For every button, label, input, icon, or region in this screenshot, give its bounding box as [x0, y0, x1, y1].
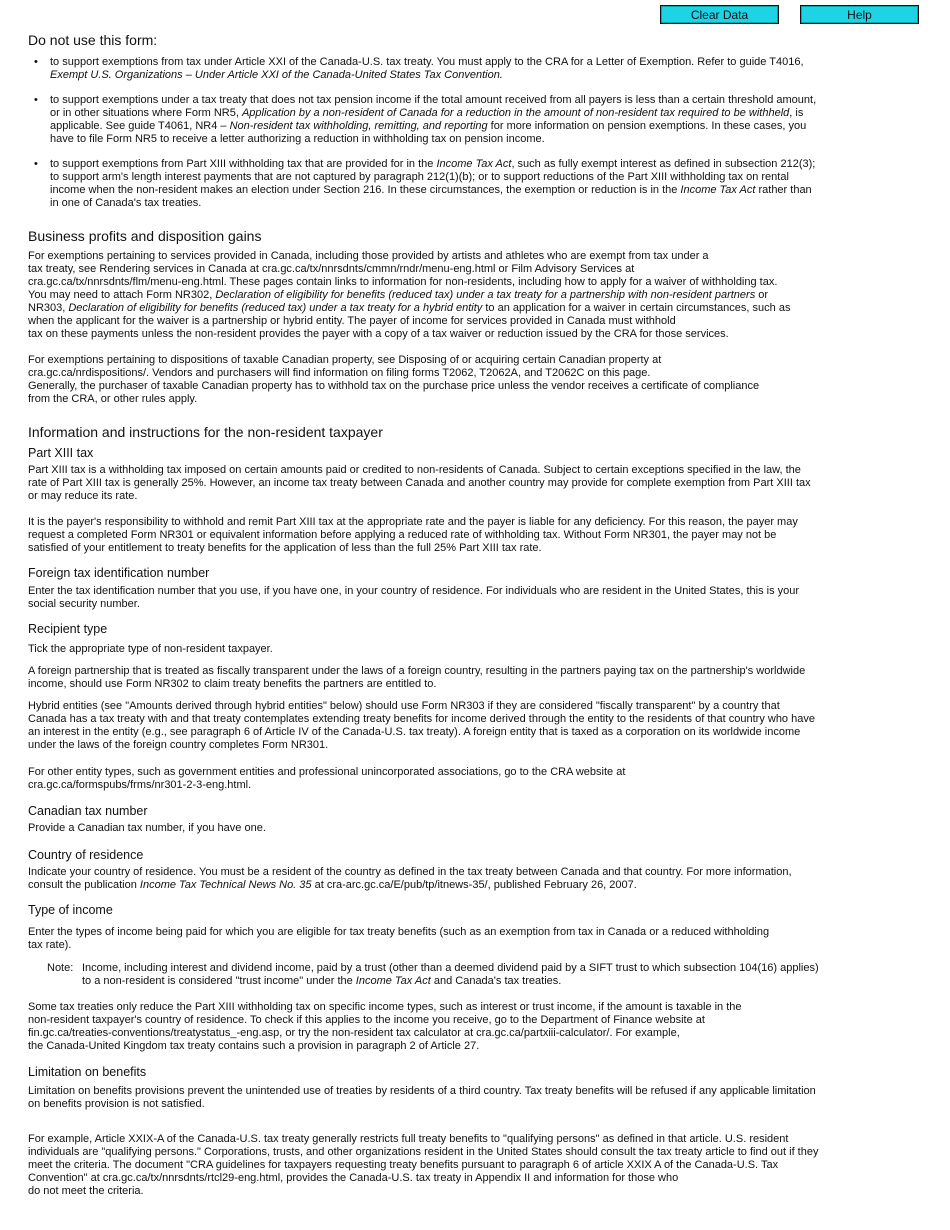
text-run: Recipient type	[28, 622, 108, 636]
bullet-icon: •	[34, 56, 38, 68]
italic-title: Non-resident tax withholding, remitting, and reporting	[229, 120, 488, 132]
paragraph	[28, 700, 815, 752]
paragraph	[28, 1133, 818, 1198]
paragraph	[28, 866, 792, 892]
text-run: For exemptions pertaining to services provided in Canada, including those provided by artists and athletes who are exempt from tax under a tax treaty, see Rendering services in Canada at cra.gc.ca/tx/nnrsdnts/cmmn/rndr/menu-eng.html or Film Advisory Services at cra.gc.ca/tx/nnrsdnts/flm/menu-eng.html. These pages contain links to information for non-residents, including how to apply for a waiver of withholding tax. You may need to attach Form NR302,	[28, 250, 778, 301]
paragraph	[28, 766, 625, 792]
text-run: Country of residence	[28, 848, 144, 862]
text-run: to an application for a waiver in certain circumstances, such as when the applicant for the waiver is a partnership or hybrid entity. The payer of income for services provided in Canada must withhold tax on these payments unless the non-resident provides the payer with a copy of a tax waiver or reduction issued by the CRA for those services.	[28, 302, 791, 340]
text-run: to support exemptions from tax under Article XXI of the Canada-U.S. tax treaty. You must apply to the CRA for a Letter of Exemption. Refer to guide T4016,	[50, 56, 804, 68]
text-run: Enter the types of income being paid for which you are eligible for tax treaty benefits (such as an exemption from tax in Canada or a reduced withholding tax rate).	[28, 926, 770, 951]
italic-title: Income Tax Act	[355, 975, 431, 987]
bullet-item	[34, 158, 816, 210]
italic-title: Income Tax Act	[680, 184, 756, 196]
italic-title: Exempt U.S. Organizations – Under Article XXI of the Canada-United States Tax Convention.	[50, 69, 503, 81]
text-run: Type of income	[28, 903, 113, 917]
subsection-heading	[28, 566, 209, 580]
text-run: Provide a Canadian tax number, if you have one.	[28, 822, 266, 834]
bullet-item	[34, 56, 804, 82]
note	[47, 962, 819, 988]
text-run: Part XIII tax	[28, 446, 94, 460]
italic-title: Income Tax Technical News No. 35	[139, 879, 312, 891]
text-run: For example, Article XXIX-A of the Canada-U.S. tax treaty generally restricts full treaty benefits to "qualifying persons" as defined in that article. U.S. resident individuals are "qualifying persons." Corporations, trusts, and other organizations resident in the United States should consult the tax treaty article to find out if they meet the criteria. The document "CRA guidelines for taxpayers requesting treaty benefits pursuant to paragraph 6 of article XXIX A of the Canada-U.S. Tax Convention" at cra.gc.ca/tx/nnrsdnts/rtcl29-eng.html, provides the Canada-U.S. tax treaty in Appendix II and information for those who do not meet the criteria.	[28, 1133, 819, 1197]
bullet-icon: •	[34, 158, 38, 170]
paragraph	[28, 516, 798, 555]
text-run: Income, including interest and dividend income, paid by a trust (other than a deemed dividend paid by a SIFT trust to which subsection 104(16) applies) to a non-resident is considered "trust income" under the	[82, 962, 819, 987]
text-run: Enter the tax identification number that you use, if you have one, in your country of residence. For individuals who are resident in the United States, this is your social security number.	[28, 585, 800, 610]
text-run: Foreign tax identification number	[28, 566, 210, 580]
text-run: For other entity types, such as government entities and professional unincorporated associations, go to the CRA website at cra.gc.ca/formspubs/frms/nr301-2-3-eng.html.	[28, 766, 626, 791]
paragraph	[28, 822, 266, 835]
subsection-heading	[28, 804, 148, 818]
text-run: Limitation on benefits provisions prevent the unintended use of treaties by residents of a third country. Tax treaty benefits will be refused if any applicable limitation on benefits provision is not satisfied.	[28, 1085, 816, 1110]
subsection-heading	[28, 1065, 146, 1079]
text-run: to support exemptions under a tax treaty that does not tax pension income if the total amount received from all payers is less than a certain threshold amount, or in other situations where Form NR5,	[50, 94, 817, 119]
text-run: rather than in one of Canada's tax treaties.	[50, 184, 812, 209]
paragraph	[28, 585, 799, 611]
text-run: , is applicable. See guide T4061, NR4 –	[50, 107, 804, 132]
paragraph	[28, 250, 790, 341]
paragraph	[28, 1085, 816, 1111]
section-heading	[28, 228, 261, 244]
subsection-heading	[28, 903, 113, 917]
text-run: or NR303,	[28, 289, 769, 314]
subsection-heading	[28, 848, 143, 862]
text-run: Some tax treaties only reduce the Part XIII withholding tax on specific income types, such as interest or trust income, if the amount is taxable in the non-resident taxpayer's country of residence. To check if this applies to the income you receive, go to the Department of Finance website at fin.gc.ca/treaties-conventions/treatystatus_-eng.asp, or try the non-resident tax calculator at cra.gc.ca/partxiii-calculator/. For example, the Canada-United Kingdom tax treaty contains such a provision in paragraph 2 of Article 27.	[28, 1001, 742, 1052]
text-run: Business profits and disposition gains	[28, 228, 262, 244]
text-run: For exemptions pertaining to dispositions of taxable Canadian property, see Disposing of or acquiring certain Canadian property at cra.gc.ca/nrdispositions/. Vendors and purchasers will find information on filing forms T2062, T2062A, and T2062C on this page. Generally, the purchaser of taxable Canadian property has to withhold tax on the purchase price unless the vendor receives a certificate of compliance from the CRA, or other rules apply.	[28, 354, 760, 405]
italic-title: Declaration of eligibility for benefits (reduced tax) under a tax treaty for a partnership with non-resident partners	[215, 289, 756, 301]
paragraph	[28, 665, 805, 691]
subsection-heading	[28, 446, 93, 460]
text-run: and Canada's tax treaties.	[430, 975, 562, 987]
text-run: Indicate your country of residence. You must be a resident of the country as defined in the tax treaty between Canada and that country. For more information, consult the publication	[28, 866, 792, 891]
paragraph	[28, 643, 273, 656]
clear-data-button[interactable]: Clear Data	[660, 5, 779, 24]
help-button[interactable]: Help	[800, 5, 919, 24]
paragraph	[28, 926, 769, 952]
text-run: Tick the appropriate type of non-resident taxpayer.	[28, 643, 273, 655]
section-heading	[28, 32, 157, 48]
text-run: to support exemptions from Part XIII withholding tax that are provided for in the	[50, 158, 437, 170]
text-run: Information and instructions for the non-resident taxpayer	[28, 424, 383, 440]
text-run: Do not use this form:	[28, 32, 158, 48]
section-heading	[28, 424, 383, 440]
text-run: It is the payer's responsibility to withhold and remit Part XIII tax at the appropriate rate and the payer is liable for any deficiency. For this reason, the payer may request a completed Form NR301 or equivalent information before applying a reduced rate of withholding tax. Without Form NR301, the payer may not be satisfied of your entitlement to treaty benefits for the application of less than the full 25% Part XIII tax rate.	[28, 516, 798, 554]
note-label: Note:	[47, 962, 74, 974]
bullet-item	[34, 94, 817, 146]
paragraph	[28, 354, 759, 406]
bullet-icon: •	[34, 94, 38, 106]
text-run: , such as fully exempt interest as defined in subsection 212(3); to support arm's length interest payments that are not captured by paragraph 212(1)(b); or to support reductions of the Part XIII withholding tax on rental income when the non-resident makes an election under Section 216. In these circumstances, the exemption or reduction is in the	[50, 158, 816, 196]
text-run: Part XIII tax is a withholding tax imposed on certain amounts paid or credited to non-residents of Canada. Subject to certain exceptions specified in the law, the rate of Part XIII tax is generally 25%. However, an income tax treaty between Canada and another country may provide for complete exemption from Part XIII tax or may reduce its rate.	[28, 464, 811, 502]
paragraph	[28, 1001, 742, 1053]
subsection-heading	[28, 622, 107, 636]
italic-title: Income Tax Act	[436, 158, 512, 170]
text-run: A foreign partnership that is treated as fiscally transparent under the laws of a foreign country, resulting in the partners paying tax on the partnership's worldwide income, should use Form NR302 to claim treaty benefits the partners are entitled to.	[28, 665, 806, 690]
text-run: Limitation on benefits	[28, 1065, 147, 1079]
text-run: Canadian tax number	[28, 804, 148, 818]
italic-title: Declaration of eligibility for benefits (reduced tax) under a tax treaty for a hybrid entity	[68, 302, 483, 314]
text-run: for more information on pension exemptions. In these cases, you have to file Form NR5 to receive a letter authorizing a reduction in withholding tax on pension income.	[50, 120, 807, 145]
paragraph	[28, 464, 811, 503]
text-run: Hybrid entities (see "Amounts derived through hybrid entities" below) should use Form NR303 if they are considered "fiscally transparent" by a country that Canada has a tax treaty with and that treaty contemplates extending treaty benefits for income derived through the entity to the residents of that country who have an interest in the entity (e.g., see paragraph 6 of Article IV of the Canada-U.S. tax treaty). A foreign entity that is taxed as a corporation on its worldwide income under the laws of the foreign country completes Form NR301.	[28, 700, 815, 751]
text-run: at cra-arc.gc.ca/E/pub/tp/itnews-35/, published February 26, 2007.	[311, 879, 637, 891]
italic-title: Application by a non-resident of Canada for a reduction in the amount of non-resident tax required to be withheld	[241, 107, 790, 119]
